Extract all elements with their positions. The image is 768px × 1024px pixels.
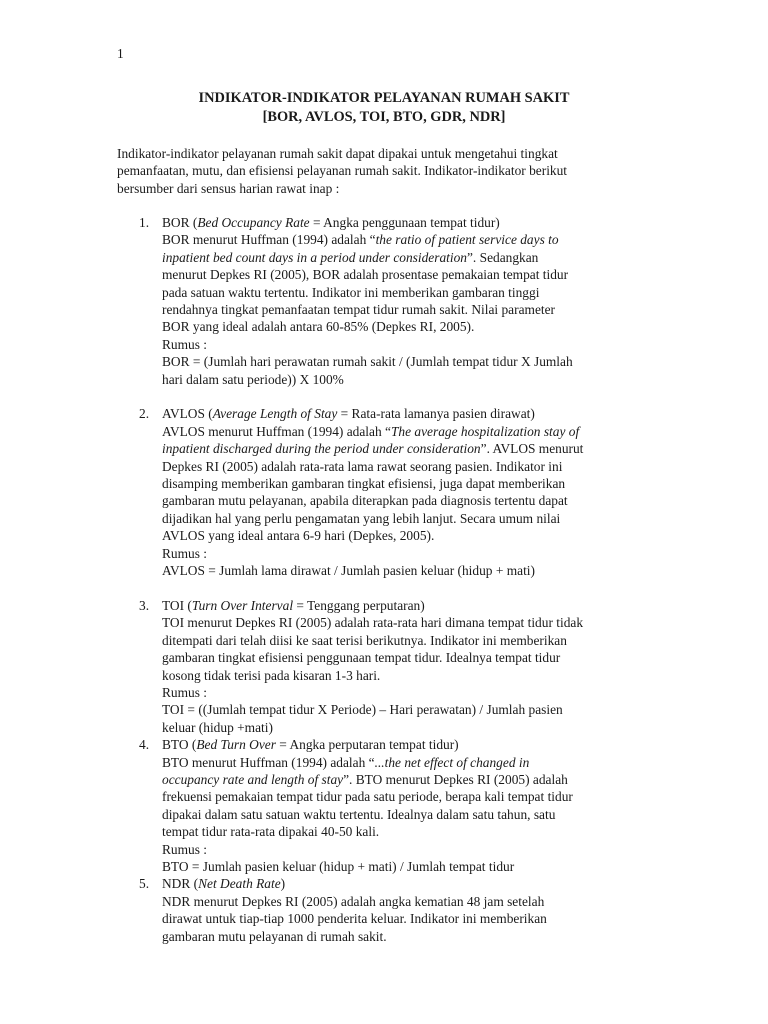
intro-line: Indikator-indikator pelayanan rumah sakit dapat dipakai untuk mengetahui tingkat: [117, 146, 558, 161]
item-body-line: [162, 649, 662, 666]
body-text: rendahnya tingkat pemanfaatan tempat tidur rumah sakit. Nilai parameter: [162, 302, 556, 318]
item-body-line: [162, 371, 662, 388]
item-body-line: [162, 318, 662, 335]
body-quote: the ratio of patient service days to: [375, 232, 559, 248]
item-heading-abbr: BTO (: [162, 737, 197, 753]
body-text: BOR = (Jumlah hari perawatan rumah sakit / (Jumlah tempat tidur X Jumlah: [162, 354, 573, 370]
item-body-line: [162, 806, 662, 823]
body-text: gambaran mutu pelayanan di rumah sakit.: [162, 928, 387, 944]
item-body-line: [162, 423, 662, 440]
item-heading: [162, 597, 662, 614]
item-body-line: [162, 632, 662, 649]
body-text: TOI menurut Depkes RI (2005) adalah rata-rata hari dimana tempat tidur tidak: [162, 615, 584, 631]
item-body-line: [162, 510, 662, 527]
item-body-line: [162, 266, 662, 283]
body-text: keluar (hidup +mati): [162, 719, 273, 735]
body-quote: The average hospitalization stay of: [390, 423, 580, 439]
item-heading-abbr: BOR (: [162, 215, 198, 230]
item-body-line: [162, 701, 662, 718]
body-text: dijadikan hal yang perlu pengamatan yang lebih lanjut. Secara umum nilai: [162, 510, 561, 526]
body-text: ”. AVLOS menurut: [480, 441, 584, 457]
item-body-line: [162, 440, 662, 457]
item-body-line: [162, 545, 662, 562]
item-body-line: [162, 910, 662, 927]
item-body-line: [162, 823, 662, 840]
body-text: Rumus :: [162, 336, 208, 352]
document-title: [0, 89, 768, 127]
item-body-line: [162, 667, 662, 684]
body-text: Depkes RI (2005) adalah rata-rata lama rawat seorang pasien. Indikator ini: [162, 458, 563, 474]
indicator-list: [0, 214, 768, 945]
item-body-line: [162, 771, 662, 788]
body-text: frekuensi pemakaian tempat tidur pada satu periode, berapa kali tempat tidur: [162, 789, 573, 805]
body-text: dirawat untuk tiap-tiap 1000 penderita keluar. Indikator ini memberikan: [162, 911, 547, 927]
body-text: menurut Depkes RI (2005), BOR adalah prosentase pemakaian tempat tidur: [162, 267, 569, 283]
item-body-line: [162, 893, 662, 910]
body-text: gambaran mutu pelayanan, apabila diterapkan pada diagnosis tertentu dapat: [162, 493, 568, 509]
body-text: BTO menurut Huffman (1994) adalah “: [162, 754, 375, 770]
body-text: gambaran tingkat efisiensi penggunaan tempat tidur. Idealnya tempat tidur: [162, 650, 561, 666]
body-text: Rumus :: [162, 545, 208, 561]
body-text: NDR menurut Depkes RI (2005) adalah angka kematian 48 jam setelah: [162, 893, 545, 909]
item-heading: [162, 405, 662, 422]
item-body-line: [162, 562, 662, 579]
body-text: Rumus :: [162, 684, 208, 700]
item-body-line: [162, 231, 662, 248]
item-heading: [162, 875, 662, 892]
body-text: BOR yang ideal adalah antara 60-85% (Depkes RI, 2005).: [162, 319, 475, 335]
body-text: Rumus :: [162, 841, 208, 857]
item-body-line: [162, 458, 662, 475]
body-text: AVLOS = Jumlah lama dirawat / Jumlah pasien keluar (hidup + mati): [162, 563, 535, 579]
body-quote: inpatient discharged during the period under consideration: [162, 441, 481, 457]
item-body-line: [162, 841, 662, 858]
intro-line: pemanfaatan, mutu, dan efisiensi pelayanan rumah sakit. Indikator-indikator berikut: [117, 163, 568, 179]
body-text: hari dalam satu periode)) X 100%: [162, 371, 344, 387]
title-line-1: INDIKATOR-INDIKATOR PELAYANAN RUMAH SAKIT: [198, 90, 570, 106]
indicator-item: [0, 875, 662, 945]
item-heading-meaning: = Angka perputaran tempat tidur): [275, 737, 459, 753]
item-body-line: [162, 684, 662, 701]
item-body-line: [162, 301, 662, 318]
item-number: 3.: [139, 597, 150, 613]
item-body-line: [162, 719, 662, 736]
indicator-item: [0, 736, 662, 875]
intro-line: bersumber dari sensus harian rawat inap :: [117, 180, 340, 196]
item-number: 1.: [139, 215, 150, 230]
item-body-line: [162, 858, 662, 875]
item-body-line: [162, 353, 662, 370]
indicator-item: [0, 597, 662, 736]
body-text: TOI = ((Jumlah tempat tidur X Periode) – Hari perawatan) / Jumlah pasien: [162, 702, 563, 718]
body-quote: occupancy rate and length of stay: [162, 771, 344, 787]
item-body-line: [162, 475, 662, 492]
body-text: disamping memberikan gambaran tingkat efisiensi, juga dapat memberikan: [162, 476, 566, 492]
page-number: 1: [117, 46, 124, 61]
item-body-line: [162, 788, 662, 805]
body-quote: ...the net effect of changed in: [374, 754, 530, 770]
item-heading: [162, 214, 662, 231]
item-heading-term: Average Length of Stay: [212, 406, 338, 422]
item-heading-term: Turn Over Interval: [191, 597, 294, 613]
item-heading-abbr: AVLOS (: [162, 406, 213, 422]
body-text: ”. BTO menurut Depkes RI (2005) adalah: [343, 771, 568, 787]
item-heading-meaning: = Angka penggunaan tempat tidur): [309, 215, 500, 230]
item-body-line: [162, 928, 662, 945]
item-number: 4.: [139, 737, 150, 753]
item-heading-term: Net Death Rate: [198, 876, 281, 892]
body-text: tempat tidur rata-rata dipakai 40-50 kali.: [162, 824, 380, 840]
item-heading-abbr: NDR (: [162, 876, 199, 892]
item-heading-term: Bed Occupancy Rate: [197, 215, 310, 230]
body-text: dipakai dalam satu satuan waktu tertentu. Idealnya dalam satu tahun, satu: [162, 806, 556, 822]
item-body-line: [162, 754, 662, 771]
body-text: BTO = Jumlah pasien keluar (hidup + mati) / Jumlah tempat tidur: [162, 859, 515, 874]
item-number: 5.: [139, 876, 150, 892]
item-heading-meaning: = Rata-rata lamanya pasien dirawat): [337, 406, 535, 422]
item-body-line: [162, 492, 662, 509]
indicator-item: [0, 405, 662, 579]
body-text: ditempati dari telah diisi ke saat terisi berikutnya. Indikator ini memberikan: [162, 632, 567, 648]
intro-paragraph: [117, 145, 657, 197]
item-number: 2.: [139, 406, 150, 422]
item-body-line: [162, 336, 662, 353]
item-heading-meaning: = Tenggang perputaran): [293, 597, 425, 613]
item-body-line: [162, 249, 662, 266]
item-body-line: [162, 284, 662, 301]
body-text: kosong tidak terisi pada kisaran 1-3 hari.: [162, 667, 381, 683]
body-text: pada satuan waktu tertentu. Indikator ini memberikan gambaran tinggi: [162, 284, 540, 300]
item-heading: [162, 736, 662, 753]
body-text: BOR menurut Huffman (1994) adalah “: [162, 232, 376, 248]
item-heading-abbr: TOI (: [162, 597, 192, 613]
body-text: AVLOS menurut Huffman (1994) adalah “: [162, 423, 391, 439]
body-text: AVLOS yang ideal antara 6-9 hari (Depkes, 2005).: [162, 528, 435, 544]
item-heading-term: Bed Turn Over: [196, 737, 276, 753]
body-text: ”. Sedangkan: [466, 249, 539, 265]
item-body-line: [162, 527, 662, 544]
item-heading-meaning: ): [280, 876, 286, 892]
body-quote: inpatient bed count days in a period under consideration: [162, 249, 467, 265]
indicator-item: [0, 214, 662, 388]
item-body-line: [162, 614, 662, 631]
title-line-2: [BOR, AVLOS, TOI, BTO, GDR, NDR]: [262, 109, 506, 125]
